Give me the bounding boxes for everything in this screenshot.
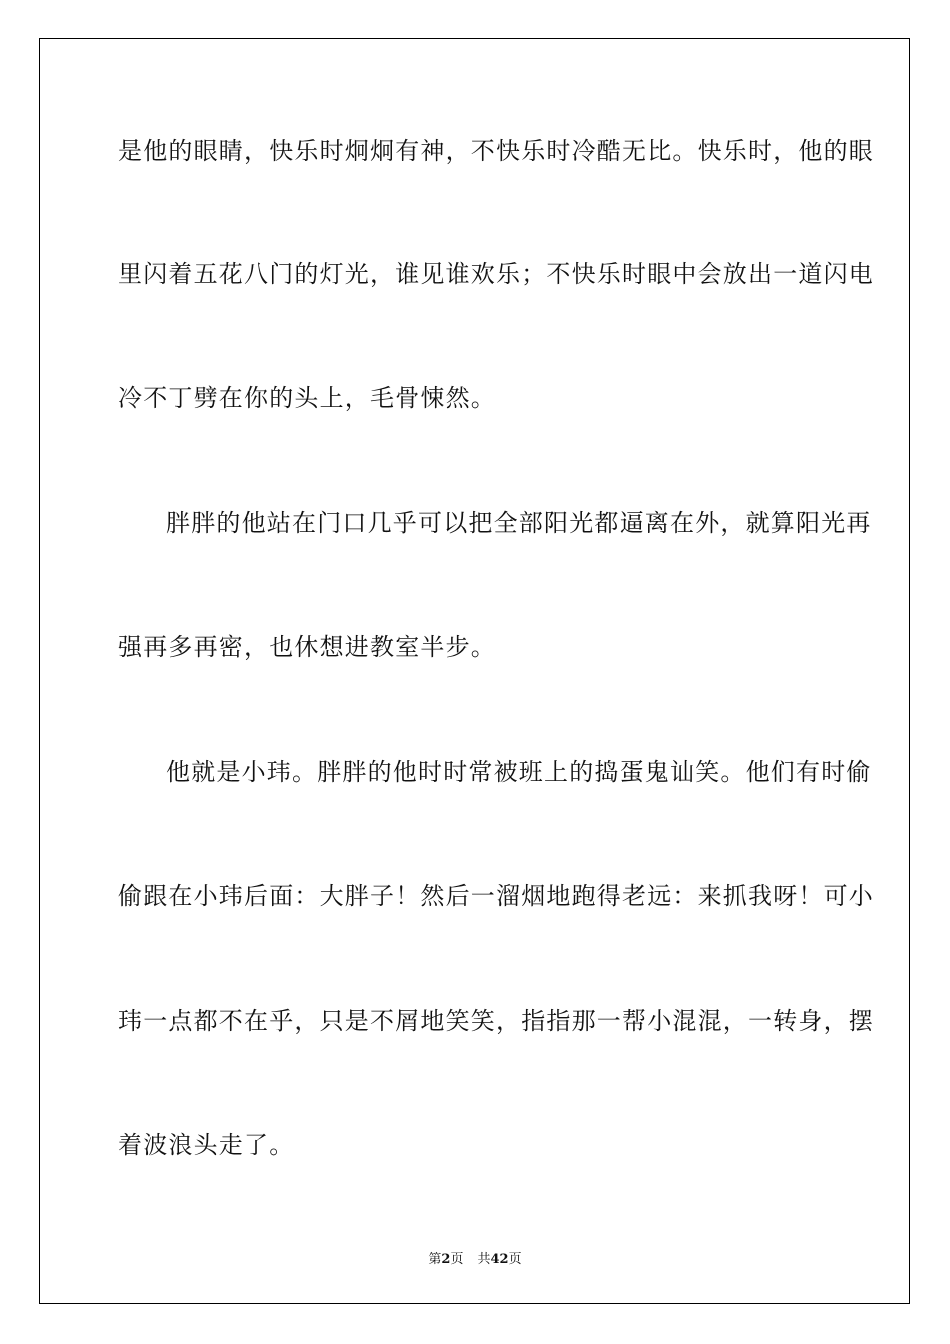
page-number: 2 <box>441 1252 451 1267</box>
text-line-9: 着波浪头走了。 <box>118 1131 295 1159</box>
page-suffix: 页 <box>450 1252 464 1267</box>
text-line-4: 胖胖的他站在门口几乎可以把全部阳光都逼离在外，就算阳光再 <box>166 509 872 537</box>
page-border <box>39 38 910 1304</box>
total-prefix: 共 <box>477 1252 491 1267</box>
text-line-7: 偷跟在小玮后面：大胖子！然后一溜烟地跑得老远：来抓我呀！可小 <box>118 882 874 910</box>
text-line-6: 他就是小玮。胖胖的他时时常被班上的捣蛋鬼讪笑。他们有时偷 <box>166 758 872 786</box>
text-line-3: 冷不丁劈在你的头上，毛骨悚然。 <box>118 384 496 412</box>
text-line-1: 是他的眼睛，快乐时炯炯有神，不快乐时冷酷无比。快乐时，他的眼 <box>118 137 874 165</box>
total-pages: 42 <box>490 1252 509 1267</box>
text-line-2: 里闪着五花八门的灯光，谁见谁欢乐；不快乐时眼中会放出一道闪电 <box>118 260 874 288</box>
total-suffix: 页 <box>508 1252 522 1267</box>
text-line-5: 强再多再密，也休想进教室半步。 <box>118 633 496 661</box>
page-footer <box>0 1248 950 1267</box>
text-line-8: 玮一点都不在乎，只是不屑地笑笑，指指那一帮小混混，一转身，摆 <box>118 1007 874 1035</box>
page-prefix: 第 <box>428 1252 442 1267</box>
